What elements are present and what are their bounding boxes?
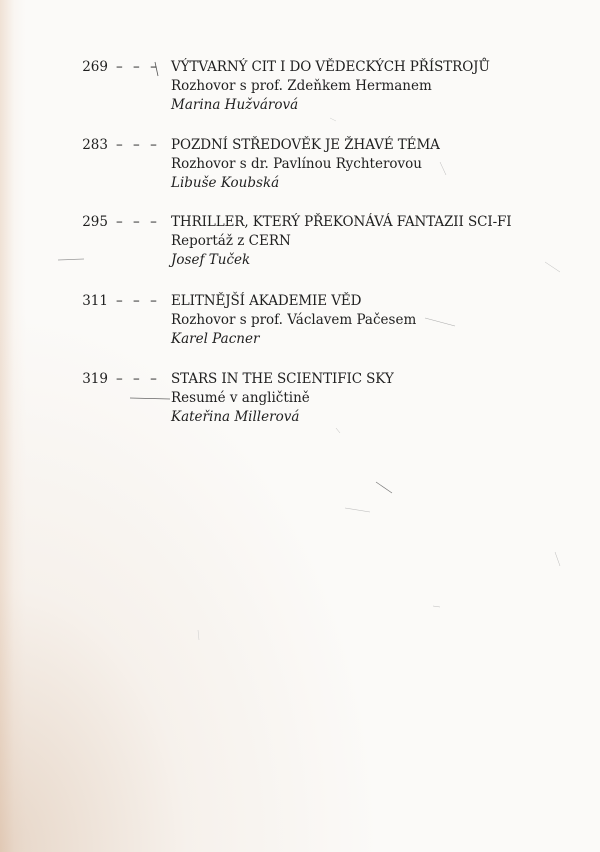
entry-dashes: – – –: [116, 293, 160, 309]
entry-title: VÝTVARNÝ CIT I DO VĚDECKÝCH PŘÍSTROJŮ: [171, 59, 490, 75]
entry-author: Karel Pacner: [171, 331, 260, 347]
entry-subtitle: Resumé v angličtině: [171, 390, 310, 406]
toc-entry: [0, 292, 600, 362]
entry-page-number: 269: [82, 59, 108, 75]
toc-entry: [0, 213, 600, 283]
entry-dashes: – – –: [116, 137, 160, 153]
entry-author: Josef Tuček: [171, 252, 251, 268]
entry-title: POZDNÍ STŘEDOVĚK JE ŽHAVÉ TÉMA: [171, 137, 440, 153]
entry-page-number: 283: [82, 137, 108, 153]
entry-dashes: – – –: [116, 214, 160, 230]
toc-entry: [0, 370, 600, 440]
entry-subtitle: Rozhovor s dr. Pavlínou Rychterovou: [171, 156, 422, 172]
entry-author: Libuše Koubská: [171, 175, 280, 191]
entry-dashes: – – –: [116, 371, 160, 387]
entry-author: Marina Hužvárová: [171, 97, 299, 113]
entry-page-number: 319: [82, 371, 108, 387]
entry-subtitle: Rozhovor s prof. Zdeňkem Hermanem: [171, 78, 432, 94]
entry-title: THRILLER, KTERÝ PŘEKONÁVÁ FANTAZII SCI-FI: [171, 214, 512, 230]
entry-title: ELITNĚJŠÍ AKADEMIE VĚD: [171, 293, 362, 309]
entry-title: STARS IN THE SCIENTIFIC SKY: [171, 371, 394, 387]
toc-entry: [0, 58, 600, 128]
toc-entry: [0, 136, 600, 206]
entry-page-number: 295: [82, 214, 108, 230]
entry-page-number: 311: [82, 293, 108, 309]
entry-subtitle: Rozhovor s prof. Václavem Pačesem: [171, 312, 417, 328]
entry-subtitle: Reportáž z CERN: [171, 233, 291, 249]
entry-author: Kateřina Millerová: [171, 409, 300, 425]
entry-dashes: – – –: [116, 59, 160, 75]
